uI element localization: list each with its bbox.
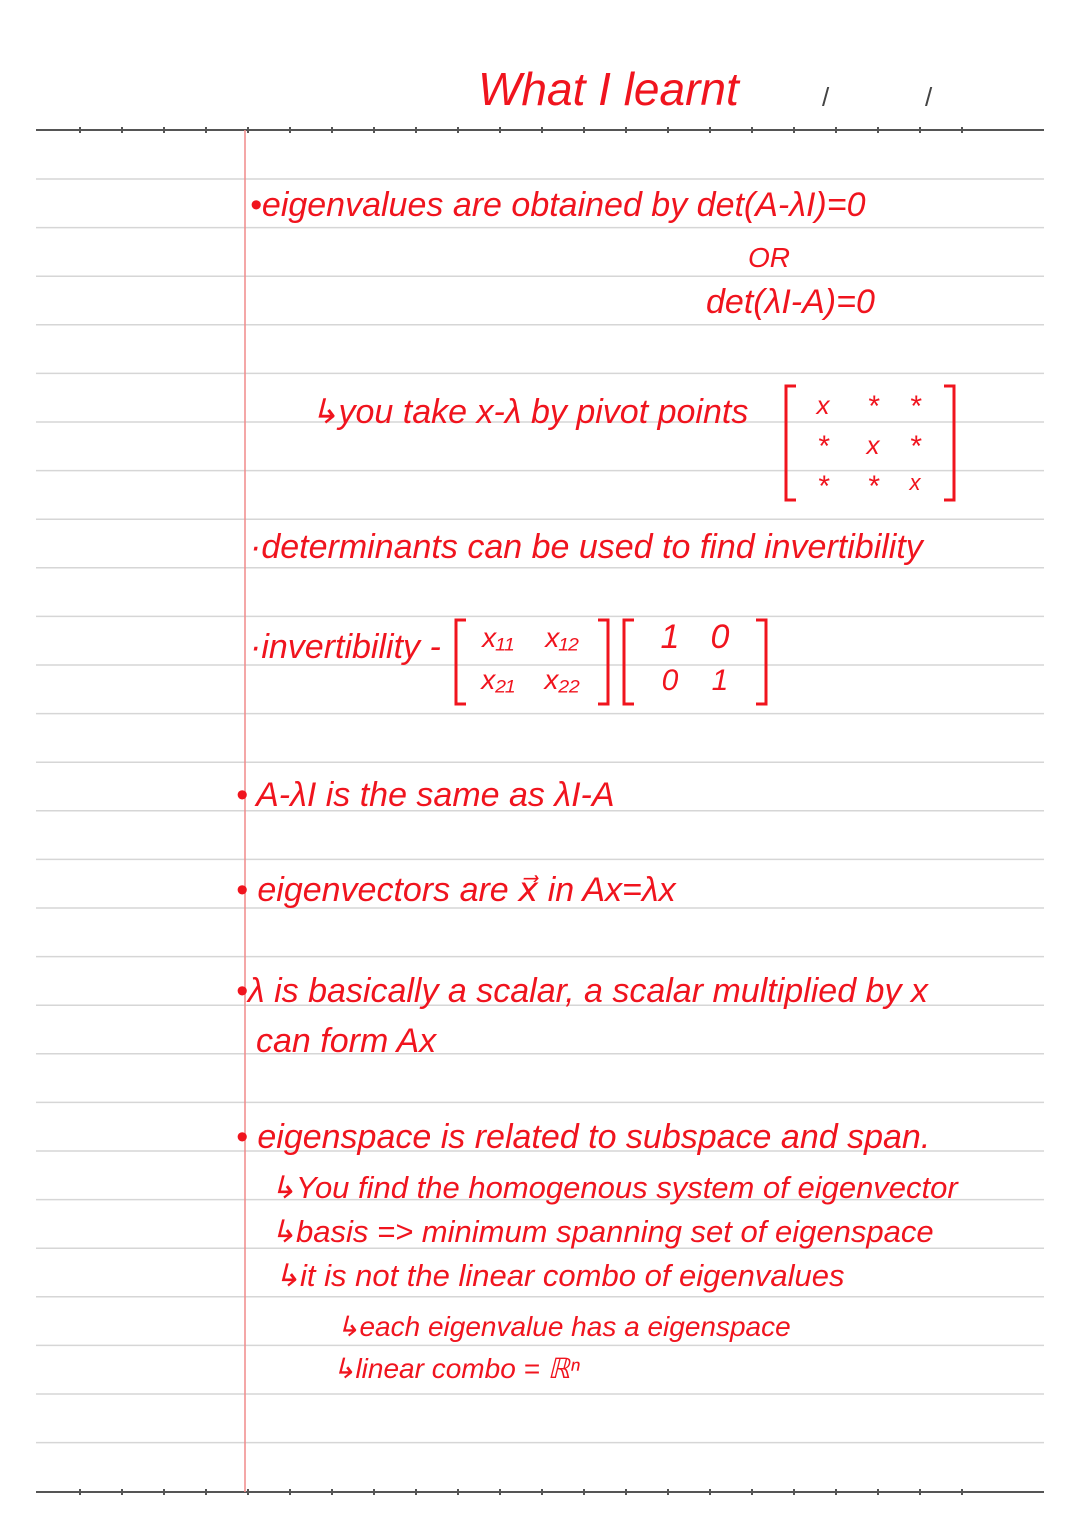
note-eigenspace-sub1: ↳You find the homogenous system of eigenvector	[270, 1170, 958, 1205]
pivot-cell: x	[816, 390, 830, 420]
identity-cell: 1	[711, 664, 729, 697]
note-same: • A-λI is the same as λI-A	[236, 776, 615, 814]
note-pivot-text: ↳you take x-λ by pivot points	[310, 393, 749, 431]
pivot-cell: *	[817, 430, 829, 463]
identity-cell: 0	[661, 664, 679, 697]
invertibility-matrix-identity	[620, 612, 770, 712]
pivot-cell: *	[867, 470, 879, 503]
pivot-cell: x	[866, 430, 880, 460]
note-eigenvalues-or: OR	[748, 242, 790, 273]
pivot-cell: *	[817, 470, 829, 503]
note-lambda-line2: can form Ax	[256, 1022, 437, 1060]
note-eigenspace-sub5: ↳linear combo = ℝⁿ	[332, 1353, 581, 1384]
note-eigenvalues-line1: •eigenvalues are obtained by det(A-λI)=0	[250, 186, 866, 224]
note-eigenvectors: • eigenvectors are x⃗ in Ax=λx	[236, 871, 676, 909]
matrix-x-cell: x₁₁	[482, 622, 514, 653]
matrix-x-cell: x₂₁	[481, 664, 515, 695]
identity-cell: 0	[710, 618, 730, 656]
note-invertibility-label: ·invertibility -	[250, 628, 441, 666]
page-title: What I learnt	[478, 63, 739, 115]
pivot-cell: x	[909, 470, 921, 495]
pivot-matrix	[780, 378, 960, 508]
date-slash-2: /	[925, 82, 933, 112]
note-eigenvalues-line2: det(λI-A)=0	[706, 283, 875, 321]
note-lambda-line1: •λ is basically a scalar, a scalar multiplied by x	[236, 972, 928, 1010]
matrix-x-cell: x₁₂	[545, 622, 579, 653]
note-eigenspace-line1: • eigenspace is related to subspace and span.	[236, 1118, 931, 1156]
matrix-x-cell: x₂₂	[544, 664, 580, 695]
note-eigenspace-sub2: ↳basis => minimum spanning set of eigenspace	[270, 1214, 934, 1249]
pivot-cell: *	[867, 390, 879, 423]
invertibility-matrix-x	[452, 612, 612, 712]
note-eigenspace-sub3: ↳it is not the linear combo of eigenvalues	[274, 1258, 845, 1293]
pivot-cell: *	[909, 430, 921, 463]
note-eigenspace-sub4: ↳each eigenvalue has a eigenspace	[336, 1311, 791, 1342]
pivot-cell: *	[909, 390, 921, 423]
identity-cell: 1	[660, 618, 680, 656]
note-determinants: ·determinants can be used to find invertibility	[250, 528, 923, 566]
date-slash-1: /	[822, 82, 830, 112]
